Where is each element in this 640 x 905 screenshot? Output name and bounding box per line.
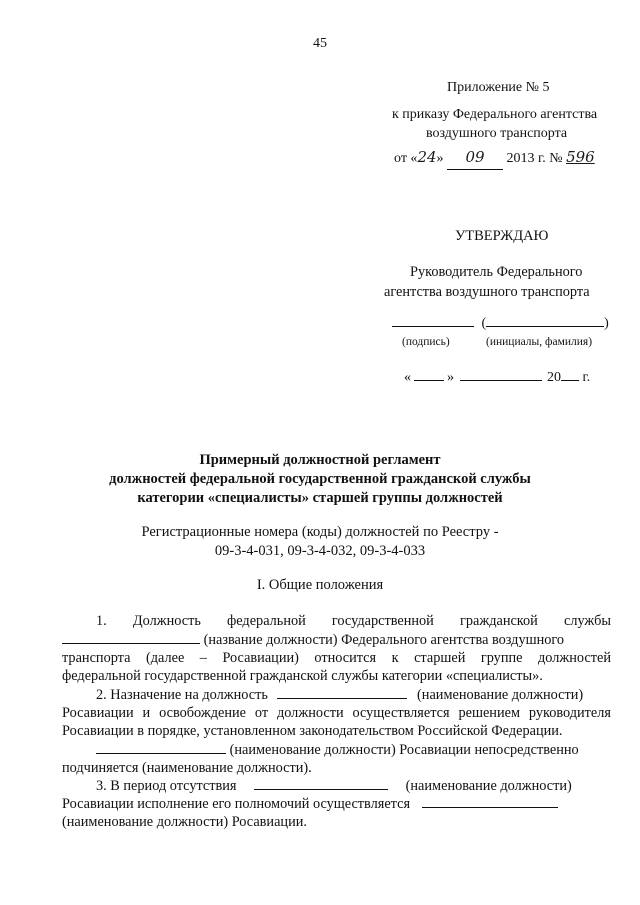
date-prefix: от « — [394, 151, 418, 166]
p2b-line2: подчиняется (наименование должности). — [62, 760, 312, 776]
p1-line4: федеральной государственной гражданской службы категории «специалисты». — [62, 668, 543, 684]
name-caption: (инициалы, фамилия) — [486, 336, 593, 348]
approval-date-close: » — [447, 370, 454, 385]
year-blank — [561, 368, 579, 381]
p1-line2-text: (название должности) Федерального агентства воздушного — [203, 632, 565, 648]
day-blank — [414, 368, 444, 381]
p3-line1 — [96, 777, 611, 795]
approval-date-open: « — [404, 370, 411, 385]
date-mid: » — [436, 151, 444, 166]
page-number: 45 — [313, 36, 327, 51]
document-title-line2: должностей федеральной государственной гражданской службы — [109, 471, 531, 487]
p2b-line1 — [96, 741, 611, 759]
signature-row: ( ) — [392, 314, 609, 332]
year-suffix: г. — [582, 370, 591, 385]
signature-caption: (подпись) — [402, 336, 450, 348]
section-heading: I. Общие положения — [256, 577, 384, 593]
p3-line3: (наименование должности) Росавиации. — [62, 814, 307, 830]
annex-order-line1: к приказу Федерального агентства — [392, 107, 598, 122]
registry-line1: Регистрационные номера (коды) должностей по Реестру - — [141, 524, 499, 540]
p3-line2 — [62, 795, 611, 813]
month-field — [447, 147, 503, 170]
name-blank — [486, 314, 604, 327]
signature-blank — [392, 314, 474, 327]
p2-line1-end: (наименование должности) — [417, 687, 584, 703]
handwritten-day: 24 — [417, 148, 437, 166]
position-name-blank-2 — [277, 686, 407, 699]
handwritten-order-number: 596 — [566, 148, 595, 166]
annex-order-line2: воздушного транспорта — [426, 126, 568, 141]
annex-title: Приложение № 5 — [447, 80, 550, 95]
year-prefix: 20 — [547, 370, 561, 385]
annex-date-line — [394, 147, 595, 170]
p2-line3: Росавиации в порядке, установленном законодательством Российской Федерации. — [62, 723, 563, 739]
position-name-blank-1 — [62, 631, 200, 644]
p2-line2: Росавиации и освобождение от должности осуществляется решением руководителя — [62, 705, 611, 721]
approver-position-line1: Руководитель Федерального — [410, 264, 583, 280]
approval-heading: УТВЕРЖДАЮ — [455, 228, 549, 244]
p2-line1-start: 2. Назначение на должность — [96, 687, 268, 703]
registry-line2: 09-3-4-031, 09-3-4-032, 09-3-4-033 — [214, 543, 426, 559]
month-blank — [460, 368, 542, 381]
handwritten-month: 09 — [465, 148, 485, 166]
p2b-line1-text: (наименование должности) Росавиации непосредственно — [229, 742, 579, 758]
document-title-line1: Примерный должностной регламент — [199, 452, 441, 468]
p3-line1-end: (наименование должности) — [405, 778, 572, 794]
p1-line1: 1. Должность федеральной государственной гражданской службы — [96, 613, 611, 629]
position-name-blank-5 — [422, 795, 558, 808]
approval-date-line — [404, 368, 590, 386]
document-title-line3: категории «специалисты» старшей группы должностей — [137, 490, 503, 506]
position-name-blank-3 — [96, 741, 226, 754]
p3-line1-start: 3. В период отсутствия — [96, 778, 237, 794]
p2-line1 — [96, 686, 611, 704]
p1-line3: транспорта (далее – Росавиации) относится к старшей группе должностей — [62, 650, 611, 666]
p1-line2 — [62, 631, 611, 649]
date-year: 2013 г. № — [506, 151, 563, 166]
p3-line2-start: Росавиации исполнение его полномочий осуществляется — [62, 796, 411, 812]
approver-position-line2: агентства воздушного транспорта — [384, 284, 590, 300]
position-name-blank-4 — [254, 777, 388, 790]
